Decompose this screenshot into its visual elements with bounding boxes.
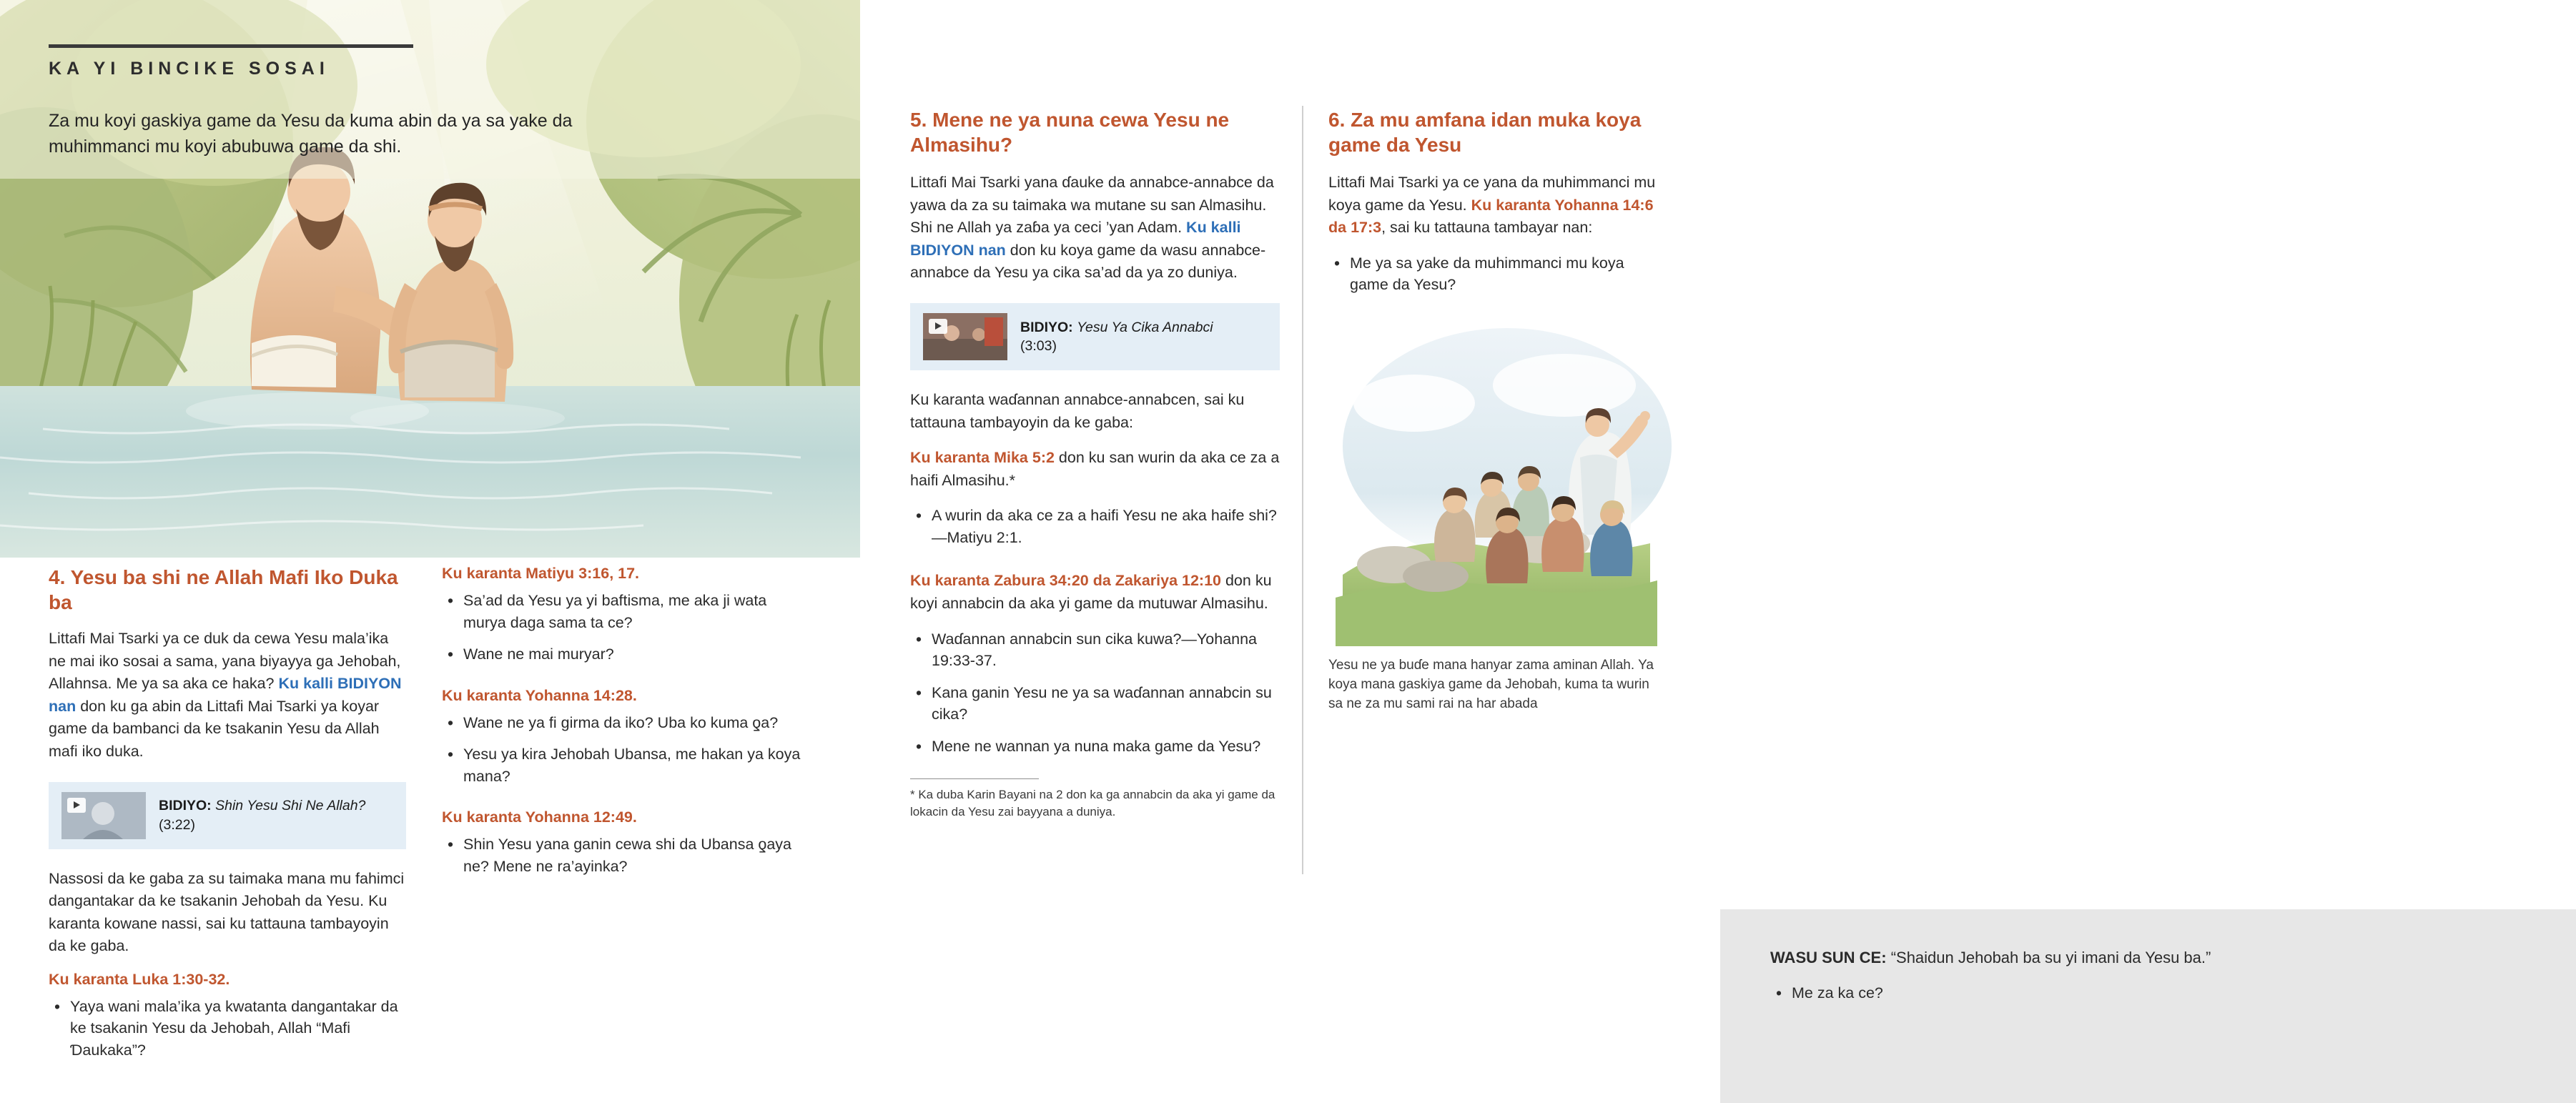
scripture-heading-yohanna-1249[interactable]: Ku karanta Yohanna 12:49. (442, 808, 637, 826)
section-5-paragraph-1 (910, 172, 1280, 285)
question-list-yohanna-1249 (442, 834, 806, 877)
list-item: • Yaya wani mala’ika ya kwatanta dangantakar da ke tsakanin Yesu da Jehobah, Allah “Mafi Ɗaukaka”? (49, 996, 406, 1062)
section-6 (1328, 107, 1664, 714)
hero-illustration-baptism (0, 0, 860, 558)
section-5-paragraph-2: Ku karanta waɗannan annabce-annabcen, sai ku tattauna tambayoyin da ke gaba: (910, 390, 1245, 431)
footer-quote-line (1770, 946, 2521, 969)
left-question-column (442, 565, 806, 899)
list-item: • Shin Yesu yana ganin cewa shi da Ubansa ƍaya ne? Mene ne ra’ayinka? (442, 834, 806, 877)
video-duration-2: (3:03) (1020, 337, 1057, 354)
right-page (860, 0, 2211, 1103)
s5-p1a: Littafi Mai Tsarki yana ɗauke da annabce-annabce da yawa da za su taimaka wa mutane su san Almasihu. Shi ne Allah ya zaɓa ya ceci ’yan Adam. (910, 174, 1274, 237)
video-caption-2 (1020, 318, 1213, 356)
kicker-label: KA YI BINCIKE SOSAI (49, 59, 330, 79)
play-icon[interactable] (67, 798, 86, 813)
scripture-link-yohanna-146[interactable]: Ku karanta Yohanna 14:6 da 17:3 (1328, 196, 1654, 237)
section-4-title: 4. Yesu ba shi ne Allah Mafi Iko Duka ba (49, 566, 398, 613)
section-5-footnote: * Ka duba Karin Bayani na 2 don ka ga annabcin da aka yi game da lokacin da Yesu zai bayyana a duniya. (910, 788, 1275, 818)
list-item: • Me ya sa yake da muhimmanci mu koya game da Yesu? (1328, 252, 1664, 296)
video-caption-1 (159, 796, 393, 834)
video-link-1[interactable]: Ku kalli BIDIYON nan (49, 675, 402, 715)
video-label-2: BIDIYO: (1020, 319, 1073, 335)
scripture-link-zabura[interactable]: Ku karanta Zabura 34:20 da Zakariya 12:10 (910, 572, 1221, 590)
section-5-block-1 (910, 447, 1280, 492)
question-list-matiyu (442, 590, 806, 666)
illustration-caption: Yesu ne ya buɗe mana hanyar zama aminan Allah. Ya koya mana gaskiya game da Jehobah, kuma ta wurin sa ne za mu sami rai na har abada (1328, 657, 1654, 711)
footer-label: WASU SUN CE: (1770, 949, 1887, 966)
scripture-heading-yohanna-1428[interactable]: Ku karanta Yohanna 14:28. (442, 686, 637, 704)
footer-band (1720, 909, 2576, 1103)
list-item: • Waɗannan annabcin sun cika kuwa?—Yohanna 19:33-37. (910, 628, 1280, 672)
question-list-luka (49, 996, 406, 1062)
question-group-yohanna-1428 (442, 687, 806, 788)
s6-p1b: , sai ku tattauna tambayar nan: (1381, 219, 1593, 237)
question-group-matiyu (442, 565, 806, 666)
list-item: • Yesu ya kira Jehobah Ubansa, me hakan ya koya mana? (442, 743, 806, 787)
list-item: • A wurin da aka ce za a haifi Yesu ne aka haife shi?—Matiyu 2:1. (910, 505, 1280, 548)
section-4-paragraph-2: Nassosi da ke gaba za su taimaka mana mu fahimci dangantakar da ke tsakanin Jehobah da Yesu. Ku karanta kowane nassi, sai ku tattauna tambayoyin da ke gaba. (49, 869, 405, 955)
section-6-paragraph-1 (1328, 172, 1664, 239)
hero-lead-text: Za mu koyi gaskiya game da Yesu da kuma abin da ya sa yake da muhimmanci mu koyi abubuwa game da shi. (49, 111, 573, 157)
section-4-paragraph-1 (49, 628, 406, 763)
scripture-link-mika[interactable]: Ku karanta Mika 5:2 (910, 449, 1055, 467)
section-4 (49, 565, 406, 1082)
zabura-text: don ku koyi annabcin da aka yi game da mutuwar Almasihu. (910, 572, 1272, 612)
left-page (0, 0, 860, 1103)
kicker-rule (49, 44, 413, 48)
list-item: • Me za ka ce? (1770, 982, 2521, 1004)
video-card-1[interactable] (49, 782, 406, 849)
list-item: • Sa’ad da Yesu ya yi baftisma, me aka ji wata murya daga sama ta ce? (442, 590, 806, 633)
question-list-yohanna-1428 (442, 712, 806, 788)
video-card-2[interactable] (910, 303, 1280, 370)
video-link-2[interactable]: Ku kalli BIDIYON nan (910, 219, 1241, 259)
section-5 (910, 107, 1280, 821)
video-thumbnail-1[interactable] (61, 792, 146, 839)
s6-p1a: Littafi Mai Tsarki ya ce yana da muhimmanci mu koya game da Yesu. (1328, 174, 1656, 214)
section-5-block-2 (910, 570, 1280, 615)
list-item: • Wane ne ya fi girma da iko? Uba ko kuma ƍa? (442, 712, 806, 734)
video-title-2: Yesu Ya Cika Annabci (1077, 319, 1213, 335)
teaching-artwork (1328, 317, 1664, 646)
footer-quote: “Shaidun Jehobah ba su yi imani da Yesu ba.” (1890, 949, 2211, 966)
s5-p1b: don ku koya game da wasu annabce-annabce da Yesu ya cika sa’ad da ya zo duniya. (910, 241, 1266, 282)
list-item: • Wane ne mai muryar? (442, 643, 806, 666)
footer-question-list (1770, 982, 2521, 1004)
video-duration-1: (3:22) (159, 816, 195, 833)
list-item: • Mene ne wannan ya nuna maka game da Yesu? (910, 736, 1280, 758)
illustration-jesus-teaching (1328, 317, 1664, 646)
column-divider (1302, 106, 1303, 874)
question-list-zabura (910, 628, 1280, 758)
video-label-1: BIDIYO: (159, 798, 212, 814)
scripture-heading-matiyu[interactable]: Ku karanta Matiyu 3:16, 17. (442, 565, 640, 582)
question-group-yohanna-1249 (442, 808, 806, 877)
mika-text: don ku san wurin da aka ce za a haifi Almasihu.* (910, 449, 1280, 489)
list-item: • Kana ganin Yesu ne ya sa waɗannan annabcin su cika? (910, 682, 1280, 726)
section-5-title: 5. Mene ne ya nuna cewa Yesu ne Almasihu? (910, 109, 1230, 156)
s4-p1b: don ku ga abin da Littafi Mai Tsarki ya koyar game da bambanci da ke tsakanin Yesu da Allah mafi iko duka. (49, 697, 380, 760)
video-title-1: Shin Yesu Shi Ne Allah? (215, 798, 366, 814)
footnote-rule (910, 778, 1039, 779)
scripture-heading-luka[interactable]: Ku karanta Luka 1:30-32. (49, 970, 230, 988)
video-thumbnail-2[interactable] (923, 313, 1007, 360)
play-icon[interactable] (929, 319, 947, 334)
section-6-title: 6. Za mu amfana idan muka koya game da Yesu (1328, 109, 1642, 156)
footer-content (1770, 946, 2521, 1025)
s4-p1a: Littafi Mai Tsarki ya ce duk da cewa Yesu mala’ika ne mai iko sosai a sama, yana biyayya ga Jehobah, Allahnsa. Me ya sa aka ce haka? (49, 630, 401, 693)
question-list-mika (910, 505, 1280, 548)
question-list-section-6 (1328, 252, 1664, 296)
